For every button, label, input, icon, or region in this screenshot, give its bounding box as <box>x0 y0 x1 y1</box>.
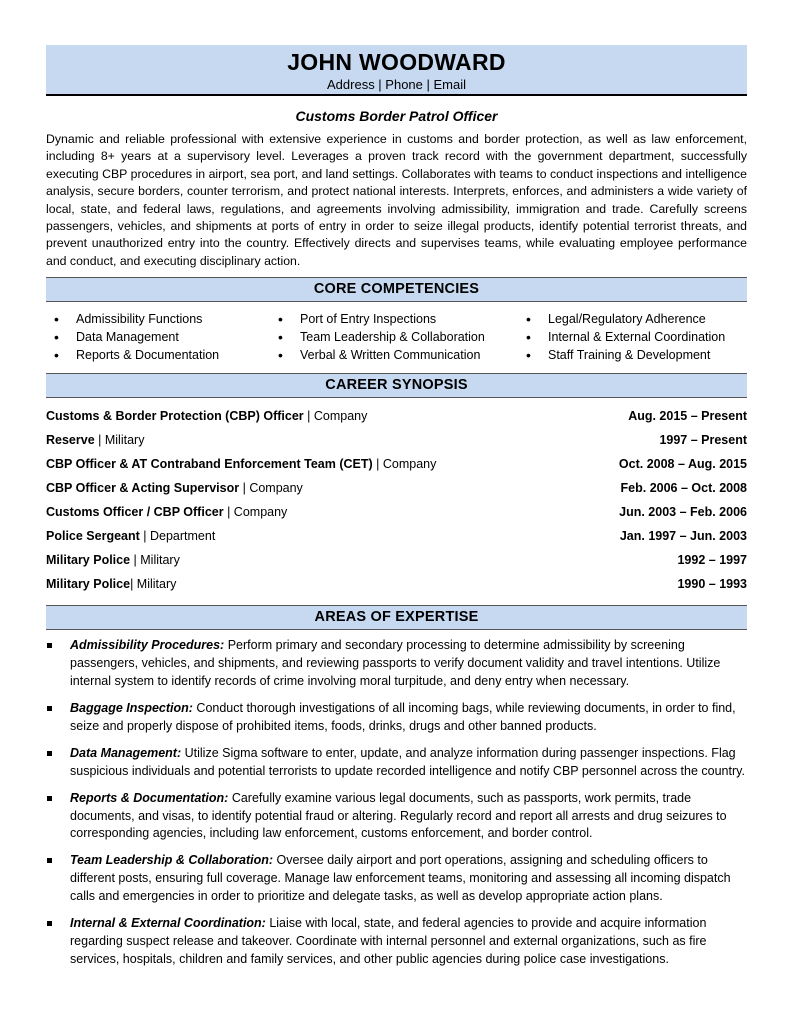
career-entry <box>46 500 747 524</box>
career-synopsis <box>46 398 747 623</box>
career-entry <box>46 404 747 428</box>
expertise-item <box>46 637 747 691</box>
career-separator: | <box>94 433 105 448</box>
competency-item: • Admissibility Functions <box>46 310 270 328</box>
career-entry <box>46 428 747 452</box>
career-org: Military <box>136 577 177 592</box>
expertise-text: Liaise with local, state, and federal agencies to provide and acquire information regarding suspect release and takeover. Coordinate with internal personnel and external organizations, such as fire services, hospitals, children and family services, and other public agencies during police case investigations. <box>70 916 707 966</box>
career-separator: | <box>130 577 137 592</box>
competency-item: • Port of Entry Inspections <box>270 310 518 328</box>
career-role: Reserve <box>46 433 95 448</box>
career-dates: 1992 – 1997 <box>677 553 747 568</box>
expertise-item <box>46 745 747 781</box>
expertise-list <box>46 637 747 969</box>
career-role: Customs Officer / CBP Officer <box>46 505 224 520</box>
expertise-text: Oversee daily airport and port operations, assigning and scheduling officers to different posts, ensuring full coverage. Manage law enforcement teams, monitoring and assessing all incoming dispatch calls and emergencies in order to prioritize and delegate tasks, as well as develop appropriate action plans. <box>70 853 731 904</box>
resume-page <box>46 45 747 978</box>
career-separator: | <box>223 505 234 520</box>
competency-item: • Internal & External Coordination <box>518 328 747 346</box>
career-entry <box>46 476 747 500</box>
competency-item: • Staff Training & Development <box>518 346 747 364</box>
competencies-heading: CORE COMPETENCIES <box>46 277 747 302</box>
career-separator: | <box>303 409 314 424</box>
expertise-text: Carefully examine various legal documents, such as passports, work permits, trade documents, and visas, to identify potential fraud or altering. Regularly record and report all arrests and drug seizures to corresponding agencies, including law enforcement, customs enforcement, and border control. <box>70 790 727 841</box>
career-role: Police Sergeant <box>46 529 140 544</box>
expertise-topic: Internal & External Coordination: <box>70 916 266 931</box>
career-separator: | <box>372 457 383 472</box>
competency-item: • Team Leadership & Collaboration <box>270 328 518 346</box>
career-role: Military Police <box>46 553 131 568</box>
career-role: CBP Officer & AT Contraband Enforcement Team (CET) <box>46 457 373 472</box>
career-heading: CAREER SYNOPSIS <box>46 373 747 398</box>
career-dates: Jun. 2003 – Feb. 2006 <box>619 505 747 520</box>
competency-item: • Reports & Documentation <box>46 346 270 364</box>
career-org: Department <box>150 529 216 544</box>
career-entry <box>46 548 747 572</box>
expertise-text: Utilize Sigma software to enter, update, and analyze information during passenger inspections. Flag suspicious individuals and potential terrorists to update recorded intelligence and notify CBP personnel across the country. <box>70 745 745 778</box>
career-dates: Feb. 2006 – Oct. 2008 <box>620 481 747 496</box>
career-dates: Oct. 2008 – Aug. 2015 <box>618 457 747 472</box>
career-entry <box>46 572 747 596</box>
expertise-item <box>46 700 747 736</box>
competencies-column-3 <box>518 310 747 391</box>
expertise-topic: Admissibility Procedures: <box>70 638 225 653</box>
expertise-topic: Baggage Inspection: <box>70 700 193 715</box>
expertise-item <box>46 790 747 844</box>
career-dates: 1990 – 1993 <box>677 577 747 592</box>
expertise-topic: Reports & Documentation: <box>70 790 229 805</box>
expertise-heading: AREAS OF EXPERTISE <box>46 605 747 630</box>
contact-line: Address | Phone | Email <box>327 77 466 92</box>
career-entry <box>46 452 747 476</box>
competency-item: • Verbal & Written Communication <box>270 346 518 364</box>
career-dates: 1997 – Present <box>659 433 747 448</box>
career-org: Military <box>140 553 180 568</box>
competency-item: • Legal/Regulatory Adherence <box>518 310 747 328</box>
professional-summary: Dynamic and reliable professional with extensive experience in customs and border protection, as well as law enforcement, including 8+ years at a supervisory level. Leverages a proven track record with the government department, successfully executing CBP procedures in airport, sea port, and land settings. Collaborates with teams to conduct inspections and intelligence analysis, secure borders, counter terrorism, and protect national interests. Interprets, enforces, and administers a wide variety of local, state, and federal laws, regulations, and agreements involving admissibility, immigration and trade. Carefully screens passengers, vehicles, and shipments at ports of entry in order to seize illegal products, identify potential terrorist threats, and prevent unauthorized entry into the country. Effectively directs and supervises teams, while evaluating employee performance and conduct, and executing disciplinary action. <box>46 132 747 268</box>
expertise-topic: Team Leadership & Collaboration: <box>70 853 274 868</box>
expertise-item <box>46 852 747 906</box>
career-dates: Aug. 2015 – Present <box>628 409 747 424</box>
career-role: CBP Officer & Acting Supervisor <box>46 481 240 496</box>
career-org: Company <box>249 481 303 496</box>
career-org: Military <box>104 433 145 448</box>
career-separator: | <box>130 553 141 568</box>
career-separator: | <box>239 481 250 496</box>
expertise-item <box>46 915 747 969</box>
competency-item: • Data Management <box>46 328 270 346</box>
career-org: Company <box>233 505 288 520</box>
competencies-column-1 <box>46 310 270 391</box>
career-separator: | <box>139 529 150 544</box>
resume-header <box>46 45 747 96</box>
career-org: Company <box>382 457 437 472</box>
expertise-text: Conduct thorough investigations of all incoming bags, while reviewing documents, in order to find, seize and properly dispose of prohibited items, foods, drinks, drugs and other banned products. <box>70 700 736 733</box>
candidate-name: JOHN WOODWARD <box>287 49 506 75</box>
job-title: Customs Border Patrol Officer <box>295 108 498 124</box>
career-entry <box>46 524 747 548</box>
career-role: Customs & Border Protection (CBP) Officer <box>46 409 304 424</box>
expertise-text: Perform primary and secondary processing to determine admissibility by screening passengers, vehicles, and shipments, and reviewing passports to verify document validity and travel intentions. Utilize internal system to identify records of crime involving moral turpitude, and deny entry when necessary. <box>70 638 721 689</box>
career-dates: Jan. 1997 – Jun. 2003 <box>619 529 747 544</box>
expertise-topic: Data Management: <box>70 745 182 760</box>
career-org: Company <box>313 409 368 424</box>
career-role: Military Police <box>46 577 131 592</box>
